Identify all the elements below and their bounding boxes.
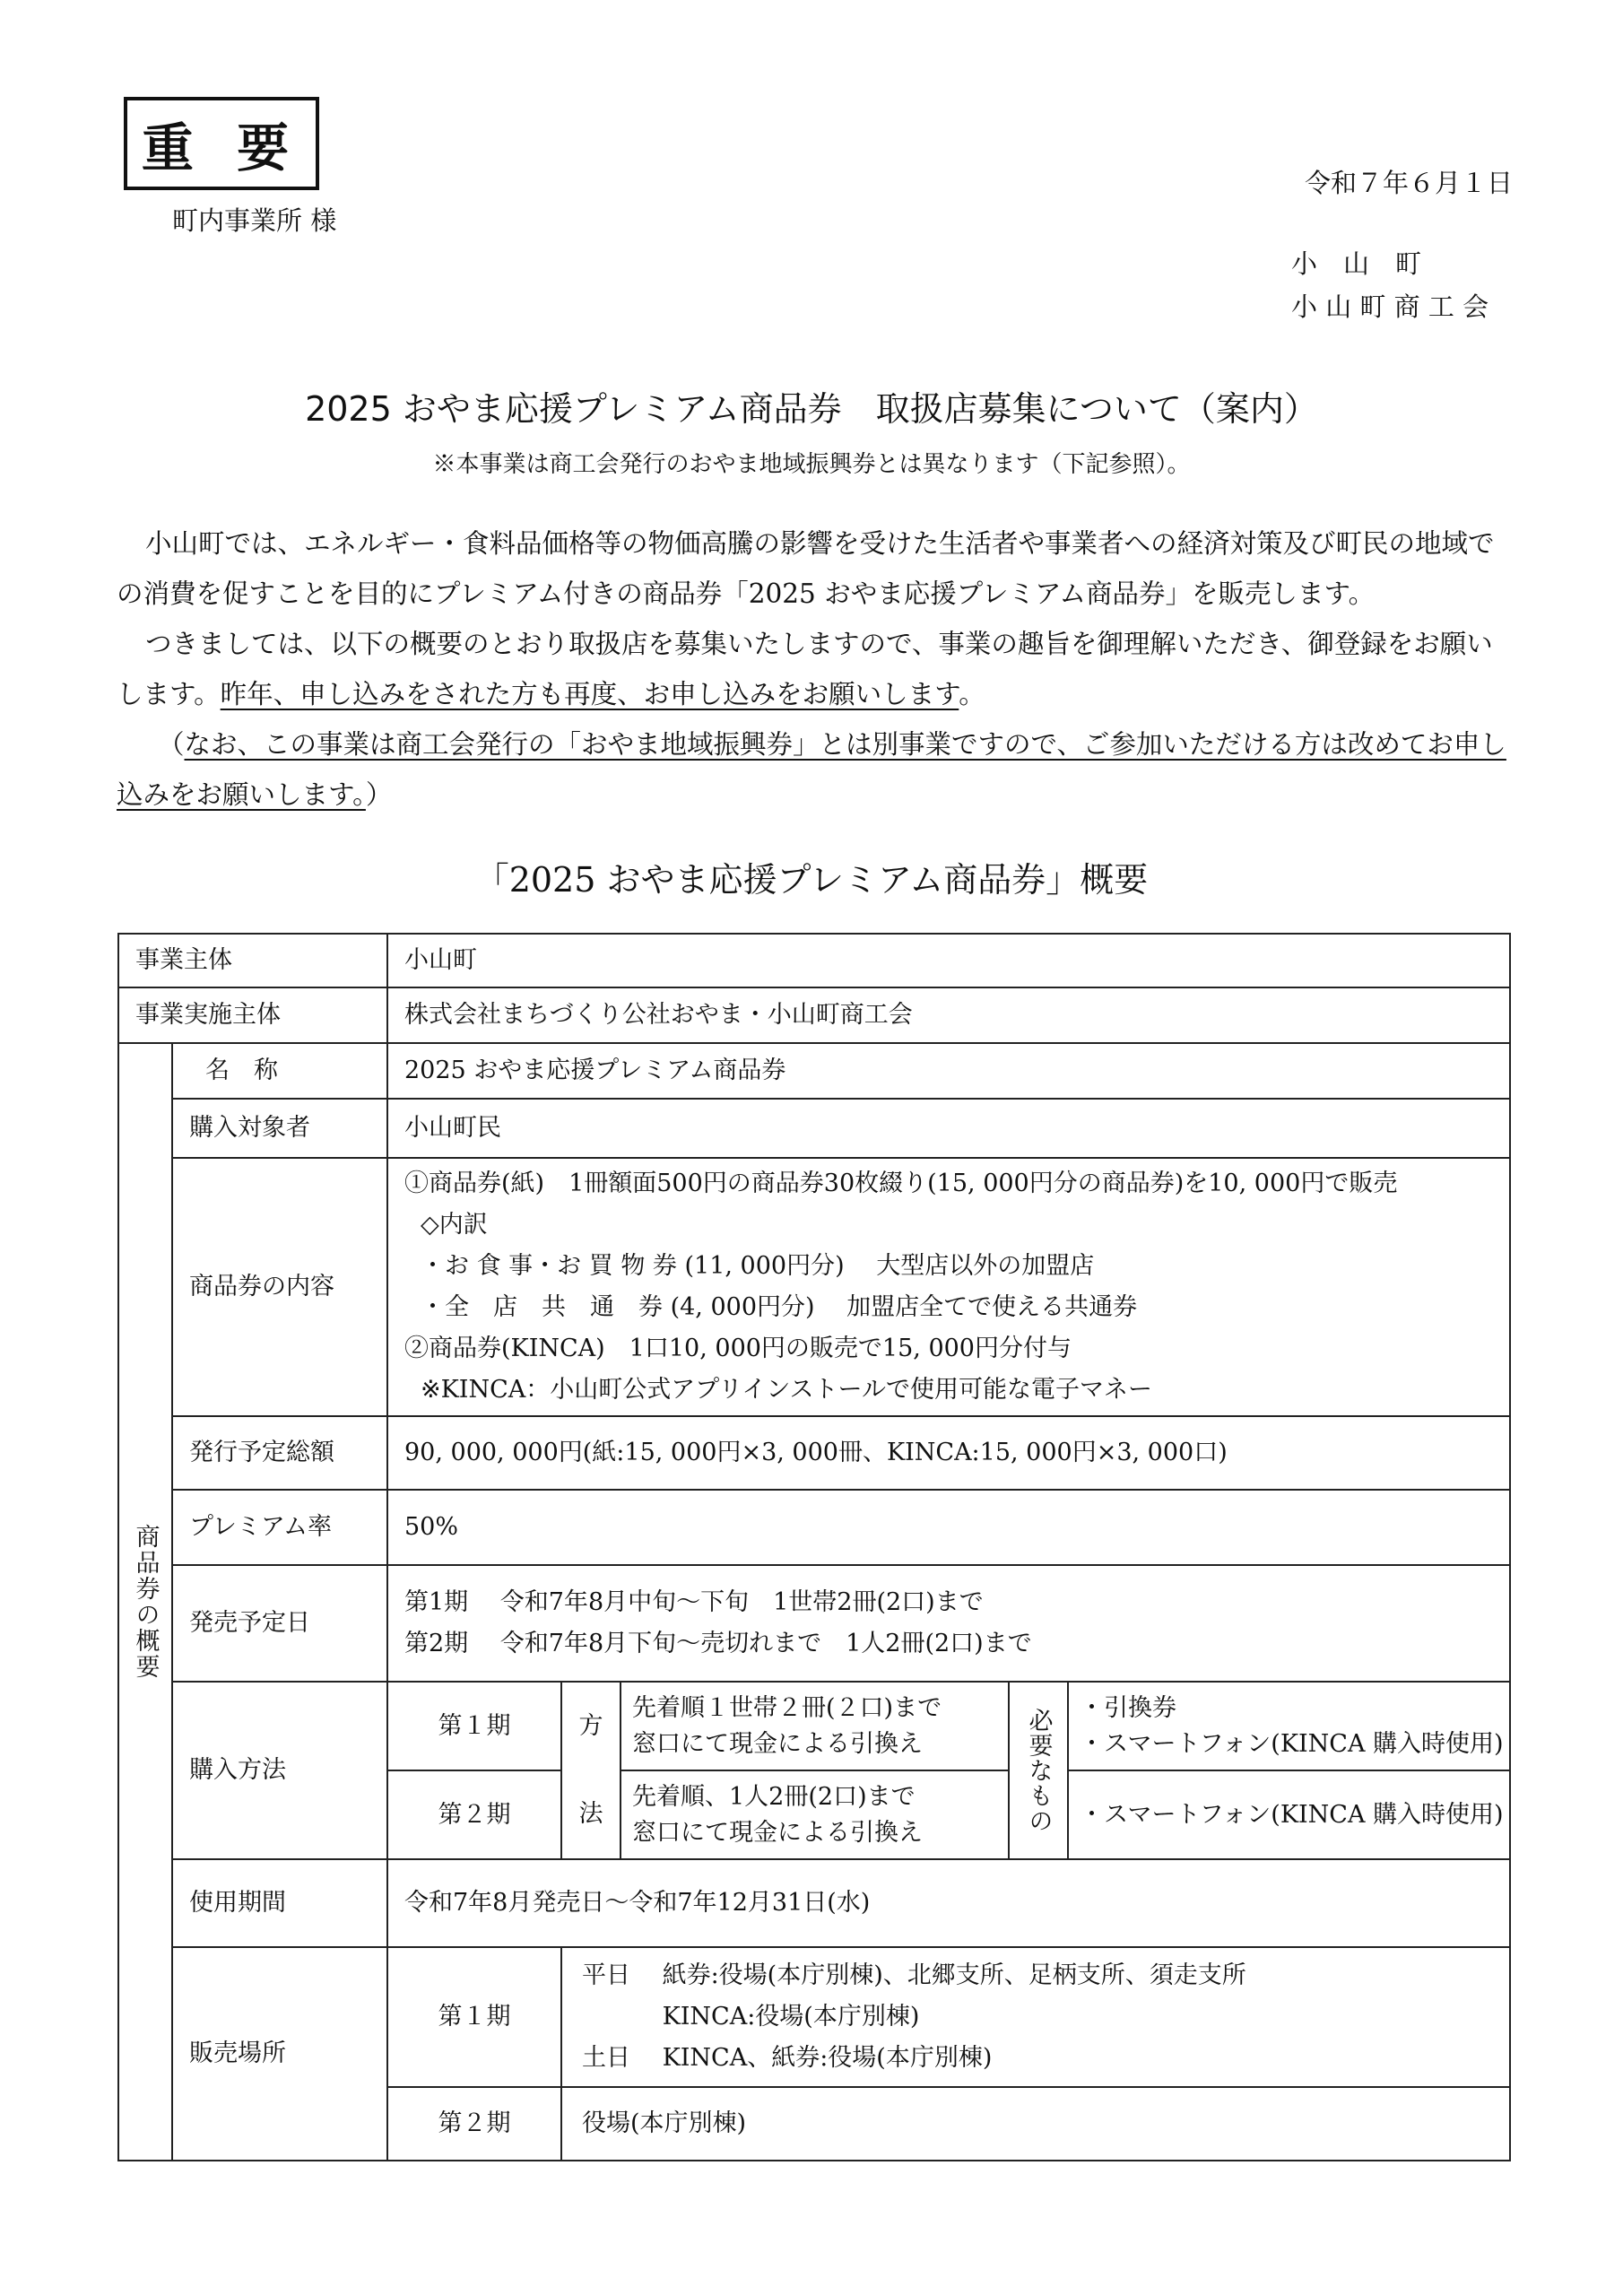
paragraph-3-close: ） (365, 779, 393, 810)
table-row (118, 1043, 1510, 1099)
row-value-premium: 50% (387, 1490, 1510, 1565)
table-row (118, 1682, 1510, 1770)
table-row (118, 1158, 1510, 1416)
row-label-jigyo-shutai: 事業主体 (118, 934, 387, 987)
table-row (118, 987, 1510, 1043)
addressee: 町内事業所 様 (172, 205, 337, 236)
place-period-2: 第２期 (387, 2087, 561, 2161)
table-row (118, 1947, 1510, 2087)
row-value-name: 2025 おやま応援プレミアム商品券 (387, 1043, 1510, 1099)
place-line: 平日 紙券:役場(本庁別棟)、北郷支所、足柄支所、須走支所 (582, 1961, 1246, 1989)
method-label (561, 1682, 621, 1859)
place-period-1: 第１期 (387, 1947, 561, 2087)
needed-items-2: ・スマートフォン(KINCA 購入時使用) (1068, 1770, 1510, 1859)
needed-items-1: ・引換券 ・スマートフォン(KINCA 購入時使用) (1068, 1682, 1510, 1770)
paragraph-2-text: つきましては、以下の概要のとおり取扱店を募集いたしますので、事業の趣旨を御理解いただき、御登録をお願いします。 (117, 629, 1493, 709)
paragraph-2 (117, 619, 1515, 719)
row-label-issue-total: 発行予定総額 (172, 1416, 387, 1490)
method-label-char: 法 (578, 1800, 603, 1828)
row-label-sale-date: 発売予定日 (172, 1565, 387, 1682)
purchase-method-1: 先着順１世帯２冊(２口)まで 窓口にて現金による引換え (621, 1682, 1009, 1770)
row-value-target: 小山町民 (387, 1099, 1510, 1158)
row-value-issue-total: 90, 000, 000円(紙:15, 000円×3, 000冊、KINCA:15, 000円×3, 000口) (387, 1416, 1510, 1490)
content-line: ・お 食 事・お 買 物 券 (11, 000円分) 大型店以外の加盟店 (421, 1252, 1095, 1280)
table-row (118, 1416, 1510, 1490)
page-title: 2025 おやま応援プレミアム商品券 取扱店募集について（案内） (305, 389, 1318, 429)
place-line: 土日 KINCA、紙券:役場(本庁別棟) (582, 2044, 993, 2072)
table-row (118, 1490, 1510, 1565)
content-line: ・全 店 共 通 券 (4, 000円分) 加盟店全てで使える共通券 (421, 1293, 1138, 1321)
table-row (118, 1099, 1510, 1158)
sale-date-line: 第1期 令和7年8月中旬～下旬 1世帯2冊(2口)まで (404, 1588, 984, 1616)
paragraph-2-end: 。 (959, 679, 985, 709)
place-value-2: 役場(本庁別棟) (561, 2087, 1510, 2161)
page-subtitle: ※本事業は商工会発行のおやま地域振興券とは異なります（下記参照）。 (432, 451, 1191, 478)
content-line: ◇内訳 (421, 1211, 488, 1239)
row-label-usage: 使用期間 (172, 1859, 387, 1947)
purchase-period-1: 第１期 (387, 1682, 561, 1770)
section-title: 「2025 おやま応援プレミアム商品券」概要 (474, 860, 1149, 900)
row-value-jisshi: 株式会社まちづくり公社おやま・小山町商工会 (387, 987, 1510, 1043)
paragraph-3-open: （ (158, 729, 185, 760)
table-row (118, 934, 1510, 987)
paragraph-3-underlined: なお、この事業は商工会発行の「おやま地域振興券」とは別事業ですので、ご参加いただける方は改めてお申し込みをお願いします。 (117, 729, 1506, 810)
date: 令和７年６月１日 (1305, 168, 1514, 198)
issuer-chamber: 小 山 町 商 工 会 (1291, 291, 1489, 322)
row-label-target: 購入対象者 (172, 1099, 387, 1158)
row-value-jigyo-shutai: 小山町 (387, 934, 1510, 987)
place-value-1 (561, 1947, 1510, 2087)
table-row (118, 1565, 1510, 1682)
row-label-purchase: 購入方法 (172, 1682, 387, 1859)
overview-table (117, 933, 1511, 2161)
content-line: ※KINCA：小山町公式アプリインストールで使用可能な電子マネー (421, 1376, 1153, 1404)
paragraph-3 (117, 719, 1515, 820)
purchase-period-2: 第２期 (387, 1770, 561, 1859)
purchase-method-2: 先着順、1人2冊(2口)まで 窓口にて現金による引換え (621, 1770, 1009, 1859)
issuer-town: 小 山 町 (1291, 248, 1422, 279)
row-label-jisshi: 事業実施主体 (118, 987, 387, 1043)
row-value-sale-date (387, 1565, 1510, 1682)
method-label-char: 方 (578, 1712, 603, 1740)
sale-date-line: 第2期 令和7年8月下旬～売切れまで 1人2冊(2口)まで (404, 1630, 1032, 1657)
row-label-place: 販売場所 (172, 1947, 387, 2161)
row-value-usage: 令和7年8月発売日～令和7年12月31日(水) (387, 1859, 1510, 1947)
row-label-premium: プレミアム率 (172, 1490, 387, 1565)
body-text (117, 518, 1515, 820)
paragraph-1: 小山町では、エネルギー・食料品価格等の物価高騰の影響を受けた生活者や事業者への経済対策及び町民の地域での消費を促すことを目的にプレミアム付きの商品券「2025 おやま応援プレミアム商品券」を販売します。 (117, 528, 1495, 609)
needed-label: 必要なもの (1009, 1682, 1068, 1859)
row-value-content (387, 1158, 1510, 1416)
group-label-overview: 商品券の概要 (118, 1043, 172, 2161)
row-label-content: 商品券の内容 (172, 1158, 387, 1416)
important-stamp: 重 要 (124, 97, 319, 190)
row-label-name: 名 称 (172, 1043, 387, 1099)
content-line: ②商品券(KINCA) 1口10, 000円の販売で15, 000円分付与 (404, 1335, 1072, 1362)
table-row (118, 1859, 1510, 1947)
place-line: KINCA:役場(本庁別棟) (582, 2003, 920, 2031)
content-line: ①商品券(紙) 1冊額面500円の商品券30枚綴り(15, 000円分の商品券)を10, 000円で販売 (404, 1170, 1398, 1197)
paragraph-2-underlined: 昨年、申し込みをされた方も再度、お申し込みをお願いします (220, 679, 959, 709)
